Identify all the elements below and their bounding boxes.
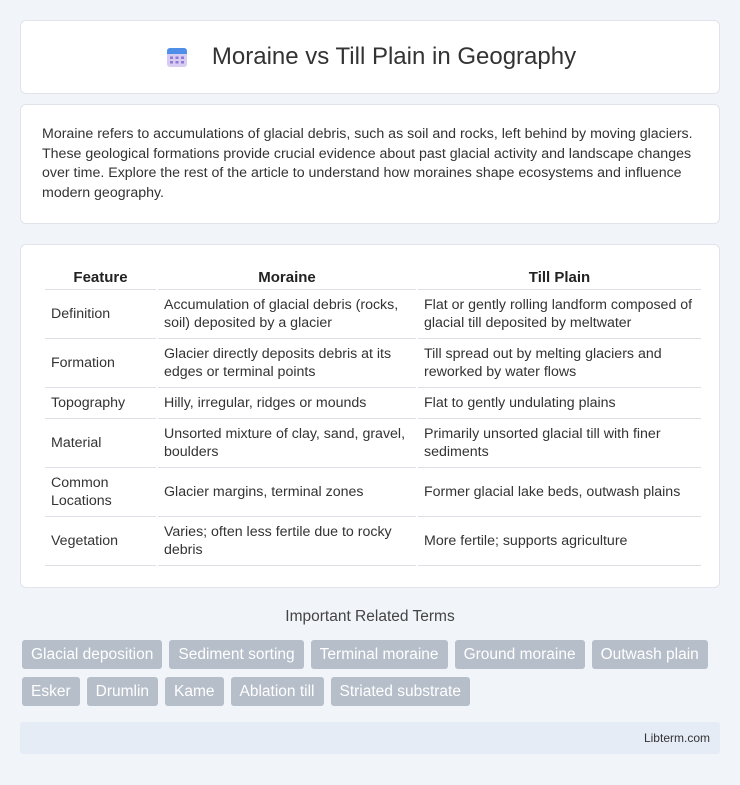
table-cell: Former glacial lake beds, outwash plains xyxy=(418,468,701,517)
table-cell: Definition xyxy=(45,290,156,339)
column-header: Moraine xyxy=(158,265,416,290)
table-row xyxy=(45,468,701,517)
table-cell: Glacier directly deposits debris at its edges or terminal points xyxy=(158,339,416,388)
column-header: Feature xyxy=(45,265,156,290)
calendar-icon xyxy=(164,44,190,70)
comparison-table xyxy=(43,265,703,566)
related-term-tag[interactable]: Sediment sorting xyxy=(169,640,303,669)
page-title: Moraine vs Till Plain in Geography xyxy=(211,43,577,70)
table-cell: Varies; often less fertile due to rocky debris xyxy=(158,517,416,566)
table-row xyxy=(45,517,701,566)
table-cell: Glacier margins, terminal zones xyxy=(158,468,416,517)
related-term-tag[interactable]: Kame xyxy=(165,677,224,706)
header-card xyxy=(20,20,720,94)
table-cell: Unsorted mixture of clay, sand, gravel, boulders xyxy=(158,419,416,468)
table-cell: Primarily unsorted glacial till with finer sediments xyxy=(418,419,701,468)
table-header-row xyxy=(45,265,701,290)
table-cell: Hilly, irregular, ridges or mounds xyxy=(158,388,416,419)
table-row xyxy=(45,290,701,339)
table-cell: Formation xyxy=(45,339,156,388)
table-cell: Accumulation of glacial debris (rocks, soil) deposited by a glacier xyxy=(158,290,416,339)
table-cell: Flat to gently undulating plains xyxy=(418,388,701,419)
table-cell: Vegetation xyxy=(45,517,156,566)
footer xyxy=(20,722,720,754)
related-term-tag[interactable]: Esker xyxy=(22,677,80,706)
related-term-tag[interactable]: Terminal moraine xyxy=(311,640,448,669)
related-term-tag[interactable]: Ablation till xyxy=(231,677,324,706)
table-cell: Flat or gently rolling landform composed of glacial till deposited by meltwater xyxy=(418,290,701,339)
related-terms-list xyxy=(22,640,722,706)
intro-card xyxy=(20,104,720,224)
table-cell: More fertile; supports agriculture xyxy=(418,517,701,566)
table-row xyxy=(45,388,701,419)
table-cell: Till spread out by melting glaciers and reworked by water flows xyxy=(418,339,701,388)
table-row xyxy=(45,419,701,468)
intro-text: Moraine refers to accumulations of glacial debris, such as soil and rocks, left behind by moving glaciers. These geological formations provide crucial evidence about past glacial activity and landscape changes over time. Explore the rest of the article to understand how moraines shape ecosystems and influence modern geography. xyxy=(42,126,693,201)
table-cell: Common Locations xyxy=(45,468,156,517)
related-term-tag[interactable]: Outwash plain xyxy=(592,640,708,669)
column-header: Till Plain xyxy=(418,265,701,290)
comparison-card xyxy=(20,244,720,588)
related-term-tag[interactable]: Striated substrate xyxy=(331,677,470,706)
table-row xyxy=(45,339,701,388)
related-terms-title: Important Related Terms xyxy=(285,608,455,625)
related-term-tag[interactable]: Ground moraine xyxy=(455,640,585,669)
table-cell: Topography xyxy=(45,388,156,419)
related-term-tag[interactable]: Drumlin xyxy=(87,677,158,706)
footer-site-link[interactable]: Libterm.com xyxy=(643,731,710,745)
table-cell: Material xyxy=(45,419,156,468)
related-term-tag[interactable]: Glacial deposition xyxy=(22,640,162,669)
